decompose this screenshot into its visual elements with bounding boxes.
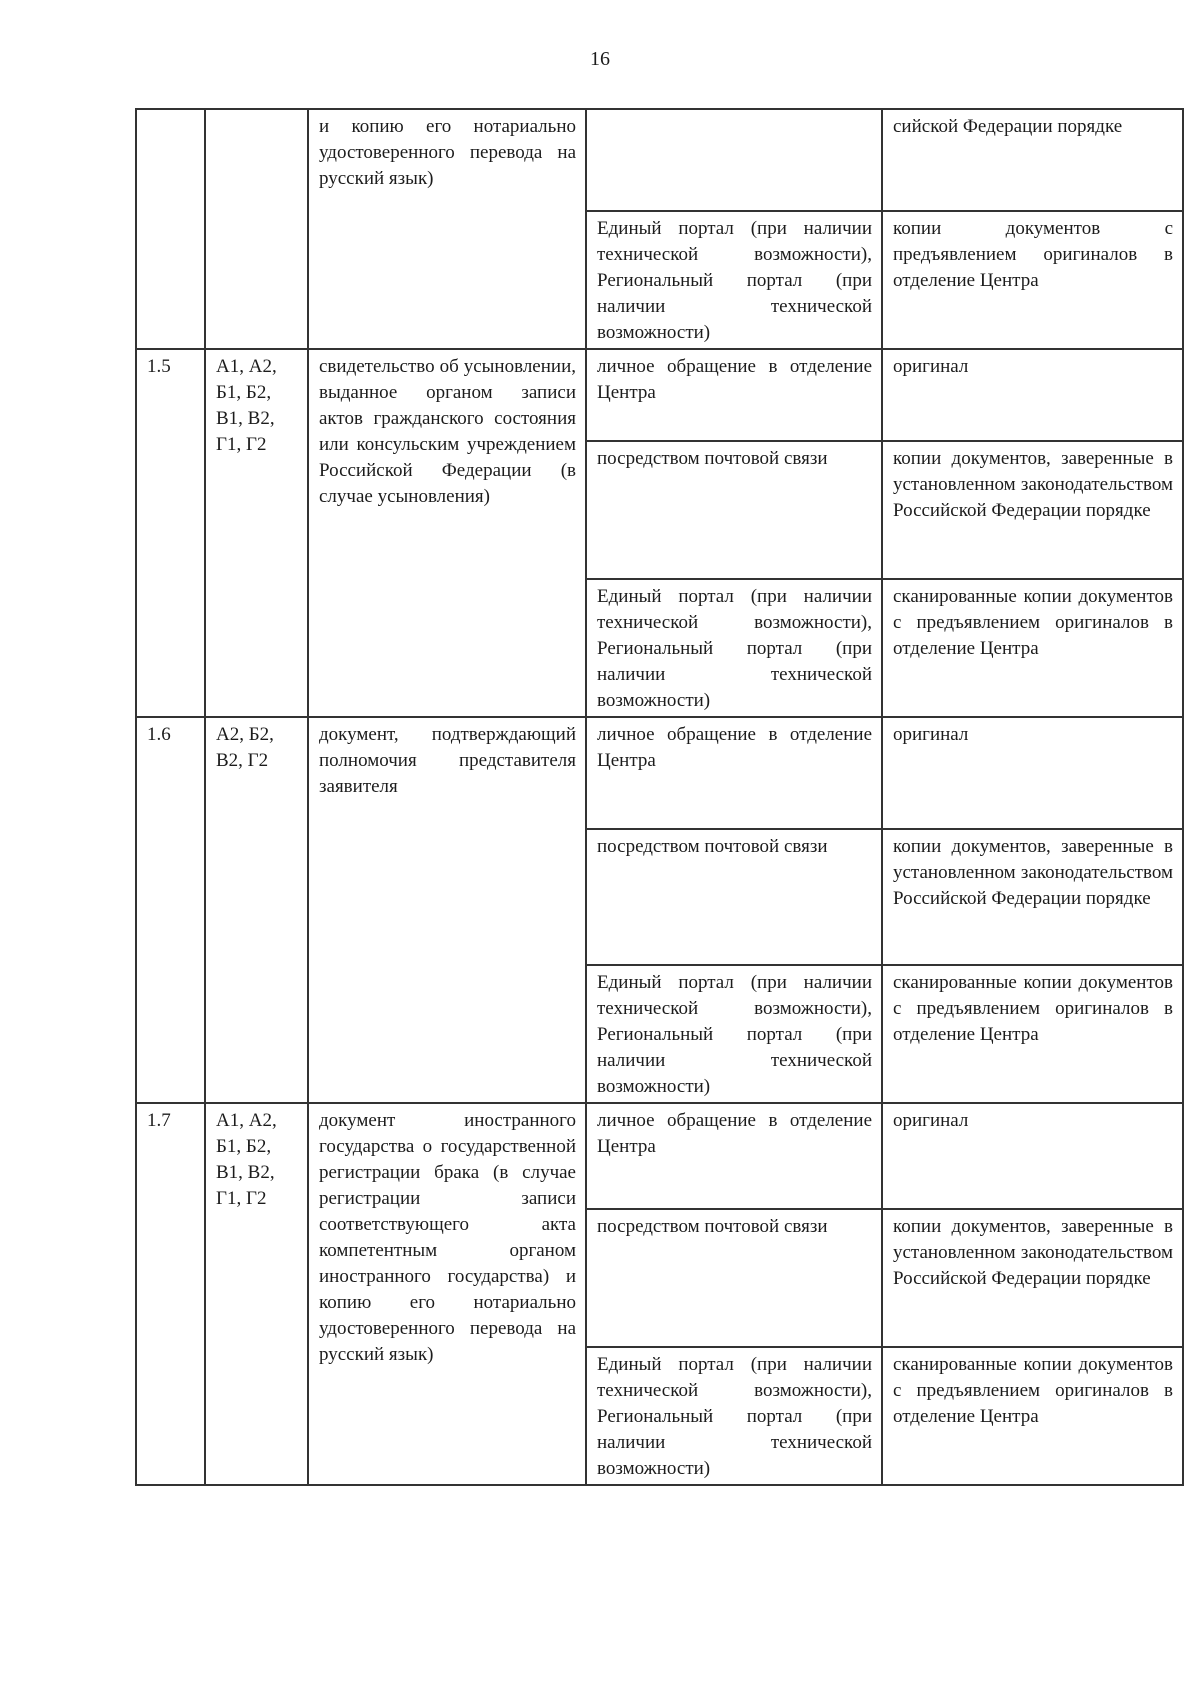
submission-method-cell: посредством почтовой связи [586, 441, 882, 579]
table-row [136, 717, 1183, 829]
submission-method-cell: Единый портал (при наличии технической возможности), Региональный портал (при наличии технической возможности) [586, 211, 882, 349]
document-form-cell: сканированные копии документов с предъявлением оригиналов в отделение Центра [882, 1347, 1183, 1485]
document-form-cell: оригинал [882, 349, 1183, 441]
document-form-cell: сийской Федерации порядке [882, 109, 1183, 211]
row-number-cell [136, 109, 205, 349]
page-number: 16 [590, 48, 610, 70]
applicant-categories-cell: А1, А2, Б1, Б2, В1, В2, Г1, Г2 [205, 1103, 308, 1485]
document-form-cell: копии документов, заверенные в установленном законодательством Российской Федерации порядке [882, 441, 1183, 579]
applicant-categories-cell: А2, Б2, В2, Г2 [205, 717, 308, 1103]
submission-method-cell: личное обращение в отделение Центра [586, 1103, 882, 1209]
submission-method-cell: личное обращение в отделение Центра [586, 717, 882, 829]
submission-method-cell: Единый портал (при наличии технической возможности), Региональный портал (при наличии технической возможности) [586, 579, 882, 717]
document-form-cell: оригинал [882, 717, 1183, 829]
document-name-cell: и копию его нотариально удостоверенного перевода на русский язык) [308, 109, 586, 349]
document-name-cell: документ, подтверждающий полномочия представителя заявителя [308, 717, 586, 1103]
applicant-categories-cell [205, 109, 308, 349]
row-number-cell: 1.6 [136, 717, 205, 1103]
applicant-categories-cell: А1, А2, Б1, Б2, В1, В2, Г1, Г2 [205, 349, 308, 717]
submission-method-cell: посредством почтовой связи [586, 829, 882, 965]
submission-method-cell: Единый портал (при наличии технической возможности), Региональный портал (при наличии технической возможности) [586, 965, 882, 1103]
table-row [136, 1103, 1183, 1209]
submission-method-cell: Единый портал (при наличии технической возможности), Региональный портал (при наличии технической возможности) [586, 1347, 882, 1485]
documents-table [135, 108, 1184, 1486]
submission-method-cell: посредством почтовой связи [586, 1209, 882, 1347]
document-form-cell: сканированные копии документов с предъявлением оригиналов в отделение Центра [882, 579, 1183, 717]
document-name-cell: свидетельство об усыновлении, выданное органом записи актов гражданского состояния или консульским учреждением Российской Федерации (в случае усыновления) [308, 349, 586, 717]
document-form-cell: оригинал [882, 1103, 1183, 1209]
table-row [136, 109, 1183, 211]
document-form-cell: сканированные копии документов с предъявлением оригиналов в отделение Центра [882, 965, 1183, 1103]
row-number-cell: 1.5 [136, 349, 205, 717]
row-number-cell: 1.7 [136, 1103, 205, 1485]
submission-method-cell [586, 109, 882, 211]
submission-method-cell: личное обращение в отделение Центра [586, 349, 882, 441]
document-form-cell: копии документов, заверенные в установленном законодательством Российской Федерации порядке [882, 1209, 1183, 1347]
document-form-cell: копии документов, заверенные в установленном законодательством Российской Федерации порядке [882, 829, 1183, 965]
document-name-cell: документ иностранного государства о государственной регистрации брака (в случае регистрации записи соответствующего акта компетентным органом иностранного государства) и копию его нотариально удостоверенного перевода на русский язык) [308, 1103, 586, 1485]
document-form-cell: копии документов с предъявлением оригиналов в отделение Центра [882, 211, 1183, 349]
table-row [136, 349, 1183, 441]
